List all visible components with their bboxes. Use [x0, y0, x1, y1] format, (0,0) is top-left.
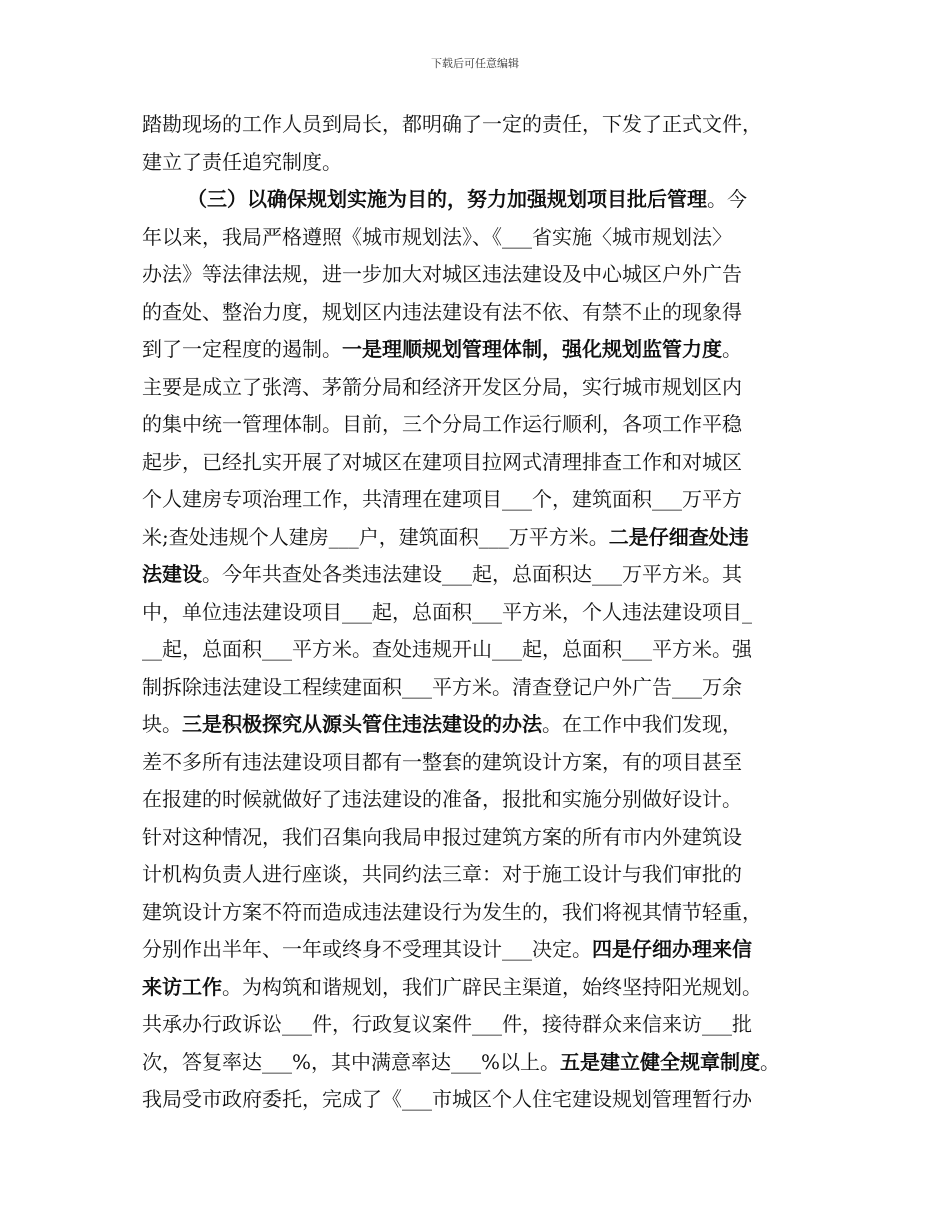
- text-segment: 次，答复率达___%，其中满意率达___%以上。: [142, 1049, 561, 1074]
- text-segment: 个人建房专项治理工作，共清理在建项目___个，建筑面积___万平方: [142, 487, 742, 511]
- bold-text-segment: 二是仔细查处违: [608, 524, 749, 549]
- text-line: [142, 894, 812, 932]
- text-line: [142, 556, 812, 594]
- text-line: [142, 1081, 812, 1119]
- text-segment: 。为构筑和谐规划，我们广辟民主渠道，始终坚持阳光规划。: [222, 974, 762, 999]
- text-segment: 共承办行政诉讼___件，行政复议案件___件，接待群众来信来访___批: [142, 1012, 752, 1036]
- text-line: [142, 1044, 812, 1082]
- text-line: [142, 444, 812, 482]
- bold-text-segment: 三是积极探究从源头管住违法建设的办法: [182, 712, 542, 736]
- text-line: [142, 219, 812, 257]
- bold-text-segment: 法建设: [142, 562, 202, 586]
- text-segment: 块。: [142, 712, 182, 736]
- bold-text-segment: 来访工作: [142, 974, 222, 999]
- text-line: [142, 1006, 812, 1044]
- text-line: [142, 819, 812, 857]
- text-segment: 中，单位违法建设项目___起，总面积___平方米，个人违法建设项目_: [142, 599, 752, 624]
- text-line: [142, 931, 812, 969]
- text-segment: 。今: [707, 187, 747, 211]
- text-line: [142, 969, 812, 1007]
- text-segment: 分别作出半年、一年或终身不受理其设计___决定。: [142, 937, 592, 961]
- text-segment: 。在工作中我们发现，: [542, 712, 742, 736]
- text-line: [142, 519, 812, 557]
- bold-text-segment: 四是仔细办理来信: [592, 937, 752, 961]
- text-segment: 计机构负责人进行座谈，共同约法三章：对于施工设计与我们审批的: [142, 862, 742, 886]
- bold-text-segment: （三）以确保规划实施为目的，努力加强规划项目批后管理: [187, 187, 707, 211]
- text-segment: 建立了责任追究制度。: [142, 149, 342, 174]
- text-segment: 制拆除违法建设工程续建面积___平方米。清查登记户外广告___万余: [142, 674, 742, 699]
- text-segment: 。: [760, 1049, 781, 1074]
- text-line: [142, 144, 812, 182]
- text-line: [142, 406, 812, 444]
- bold-text-segment: 一是理顺规划管理体制，强化规划监管力度: [342, 337, 722, 361]
- text-line: [142, 256, 812, 294]
- text-line: [142, 369, 812, 407]
- text-line: [142, 669, 812, 707]
- text-segment: 年以来，我局严格遵照《城市规划法》、《___省实施〈城市规划法〉: [142, 224, 732, 249]
- text-segment: 的查处、整治力度，规划区内违法建设有法不依、有禁不止的现象得: [142, 299, 742, 324]
- text-segment: 我局受市政府委托，完成了《___市城区个人住宅建设规划管理暂行办: [142, 1087, 752, 1111]
- text-segment: 米;查处违规个人建房___户，建筑面积___万平方米。: [142, 524, 609, 549]
- text-segment: 差不多所有违法建设项目都有一整套的建筑设计方案，有的项目甚至: [142, 749, 742, 774]
- page-header-note: 下载后可任意编辑: [431, 57, 519, 70]
- text-segment: 办法》等法律法规，进一步加大对城区违法建设及中心城区户外广告: [142, 262, 742, 286]
- text-line: [142, 744, 812, 782]
- text-line: [142, 181, 812, 219]
- text-line: [142, 594, 812, 632]
- text-line: [142, 331, 812, 369]
- text-line: [142, 706, 812, 744]
- text-segment: 的集中统一管理体制。目前，三个分局工作运行顺利，各项工作平稳: [142, 412, 742, 436]
- text-segment: 。: [722, 337, 742, 361]
- text-segment: 。今年共查处各类违法建设___起，总面积达___万平方米。其: [202, 562, 742, 586]
- text-segment: 针对这种情况，我们召集向我局申报过建筑方案的所有市内外建筑设: [142, 824, 742, 849]
- text-segment: 在报建的时候就做好了违法建设的准备，报批和实施分别做好设计。: [142, 787, 742, 811]
- text-segment: 建筑设计方案不符而造成违法建设行为发生的，我们将视其情节轻重，: [142, 899, 762, 924]
- text-segment: 起步，已经扎实开展了对城区在建项目拉网式清理排查工作和对城区: [142, 449, 742, 474]
- text-line: [142, 294, 812, 332]
- text-line: [142, 631, 812, 669]
- text-segment: 主要是成立了张湾、茅箭分局和经济开发区分局，实行城市规划区内: [142, 374, 742, 399]
- text-segment: 到了一定程度的遏制。: [142, 337, 342, 361]
- text-segment: 踏勘现场的工作人员到局长，都明确了一定的责任，下发了正式文件，: [142, 112, 762, 136]
- text-line: [142, 106, 812, 144]
- text-line: [142, 856, 812, 894]
- text-segment: __起，总面积___平方米。查处违规开山___起，总面积___平方米。强: [142, 637, 752, 661]
- bold-text-segment: 五是建立健全规章制度: [560, 1049, 761, 1074]
- document-body: [142, 106, 812, 1119]
- text-line: [142, 781, 812, 819]
- text-line: [142, 481, 812, 519]
